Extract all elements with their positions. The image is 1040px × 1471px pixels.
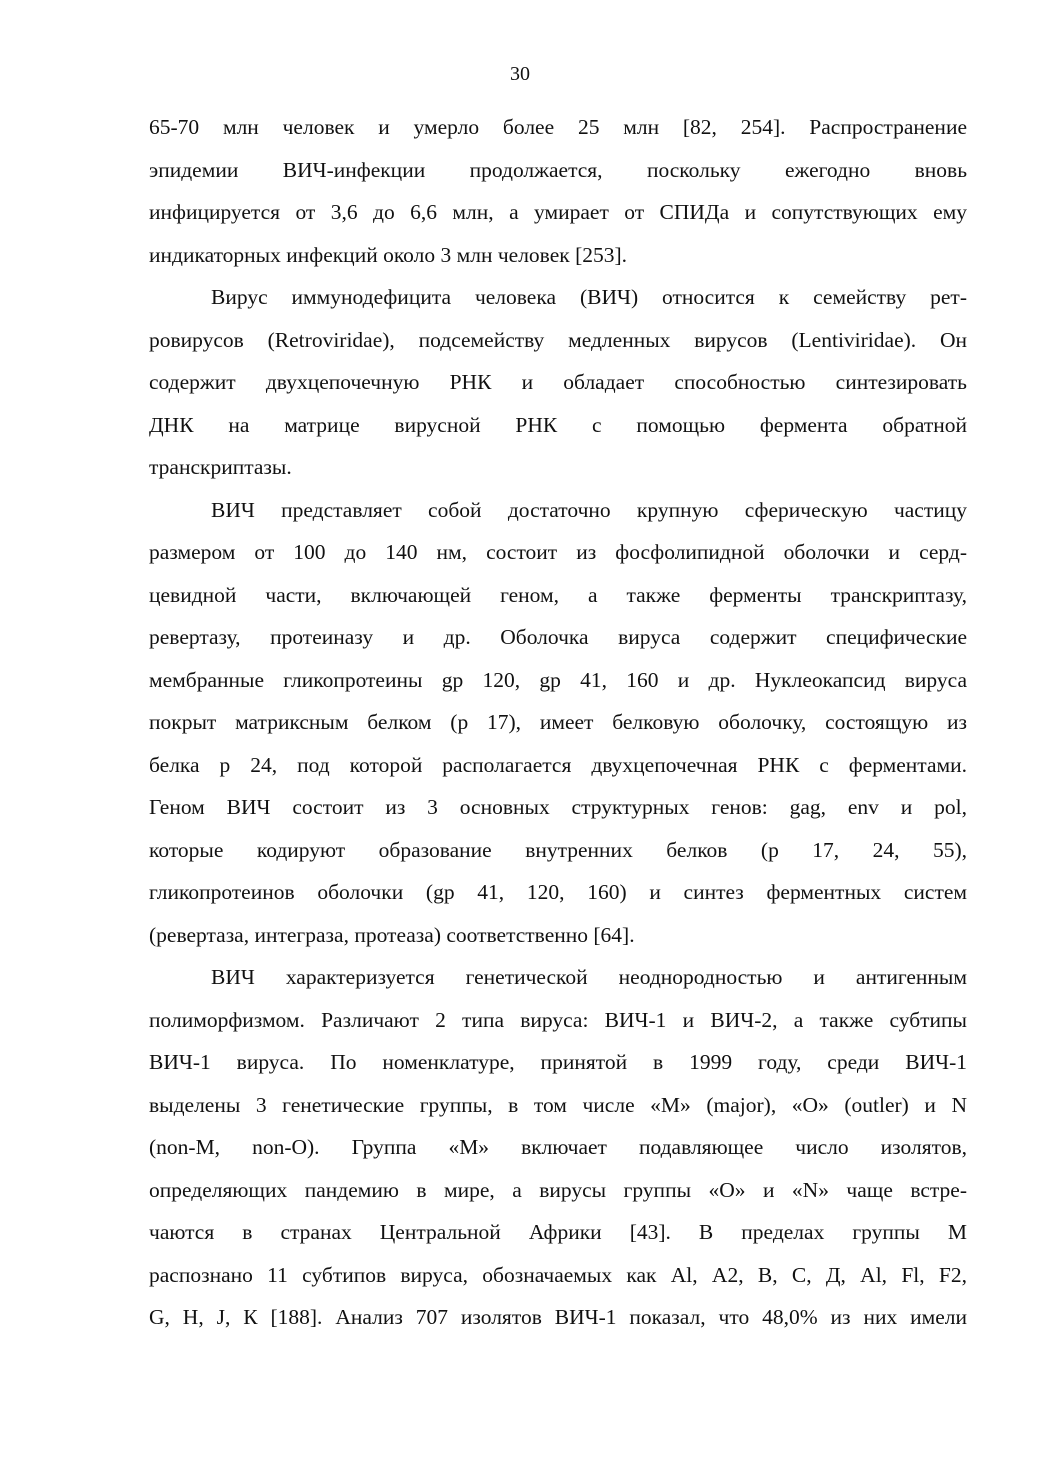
paragraph-1 — [149, 106, 967, 276]
text-line: чаются в странах Центральной Африки [43]. В пределах группы М — [149, 1220, 967, 1244]
text-line: цевидной части, включающей геном, а также ферменты транскриптазу, — [149, 582, 967, 607]
text-line: мембранные гликопротеины gp 120, gp 41, 160 и др. Нуклеокапсид вируса — [149, 667, 967, 692]
text-line: определяющих пандемию в мире, а вирусы группы «О» и «N» чаще встре- — [149, 1177, 967, 1202]
text-line: которые кодируют образование внутренних белков (р 17, 24, 55), — [149, 837, 967, 862]
text-line: эпидемии ВИЧ-инфекции продолжается, поскольку ежегодно вновь — [149, 157, 967, 182]
text-line: транскриптазы. — [149, 455, 292, 479]
text-line: G, Н, J, К [188]. Анализ 707 изолятов ВИЧ-1 показал, что 48,0% из них имели — [149, 1305, 967, 1329]
document-body — [149, 106, 967, 1339]
text-line: содержит двухцепочечную РНК и обладает способностью синтезировать — [149, 370, 967, 394]
text-line: гликопротеинов оболочки (gp 41, 120, 160) и синтез ферментных систем — [149, 880, 967, 904]
text-line: 65-70 млн человек и умерло более 25 млн [82, 254]. Распространение — [149, 115, 967, 139]
text-line: ДНК на матрице вирусной РНК с помощью фермента обратной — [149, 412, 967, 437]
text-line: покрыт матриксным белком (р 17), имеет белковую оболочку, состоящую из — [149, 710, 967, 734]
text-line: распознано 11 субтипов вируса, обозначаемых как Al, А2, В, С, Д, Al, Fl, F2, — [149, 1262, 967, 1287]
text-line: ровирусов (Retroviridae), подсемейству медленных вирусов (Lentiviridae). Он — [149, 327, 967, 352]
text-line: размером от 100 до 140 нм, состоит из фосфолипидной оболочки и серд- — [149, 540, 967, 564]
text-line: ВИЧ представляет собой достаточно крупную сферическую частицу — [211, 497, 967, 522]
page-number: 30 — [510, 63, 530, 85]
text-line: полиморфизмом. Различают 2 типа вируса: ВИЧ-1 и ВИЧ-2, а также субтипы — [149, 1007, 967, 1032]
text-line: Вирус иммунодефицита человека (ВИЧ) относится к семейству рет- — [211, 285, 967, 309]
text-line: Геном ВИЧ состоит из 3 основных структурных генов: gag, env и pol, — [149, 795, 967, 819]
paragraph-3 — [149, 489, 967, 957]
text-line: ВИЧ характеризуется генетической неоднородностью и антигенным — [211, 965, 967, 989]
text-line: ВИЧ-1 вируса. По номенклатуре, принятой в 1999 году, среди ВИЧ-1 — [149, 1050, 967, 1074]
text-line: индикаторных инфекций около 3 млн человек [253]. — [149, 242, 628, 267]
text-line: ревертазу, протеиназу и др. Оболочка вируса содержит специфические — [149, 625, 967, 649]
text-line: белка р 24, под которой располагается двухцепочечная РНК с ферментами. — [149, 752, 967, 777]
text-line: выделены 3 генетические группы, в том числе «М» (major), «О» (outler) и N — [149, 1092, 967, 1117]
paragraph-2 — [149, 276, 967, 489]
text-line: инфицируется от 3,6 до 6,6 млн, а умирает от СПИДа и сопутствующих ему — [149, 200, 967, 224]
text-line: (non-M, non-O). Группа «М» включает подавляющее число изолятов, — [149, 1135, 967, 1159]
paragraph-4 — [149, 956, 967, 1339]
text-line: (ревертаза, интеграза, протеаза) соответственно [64]. — [149, 922, 635, 947]
